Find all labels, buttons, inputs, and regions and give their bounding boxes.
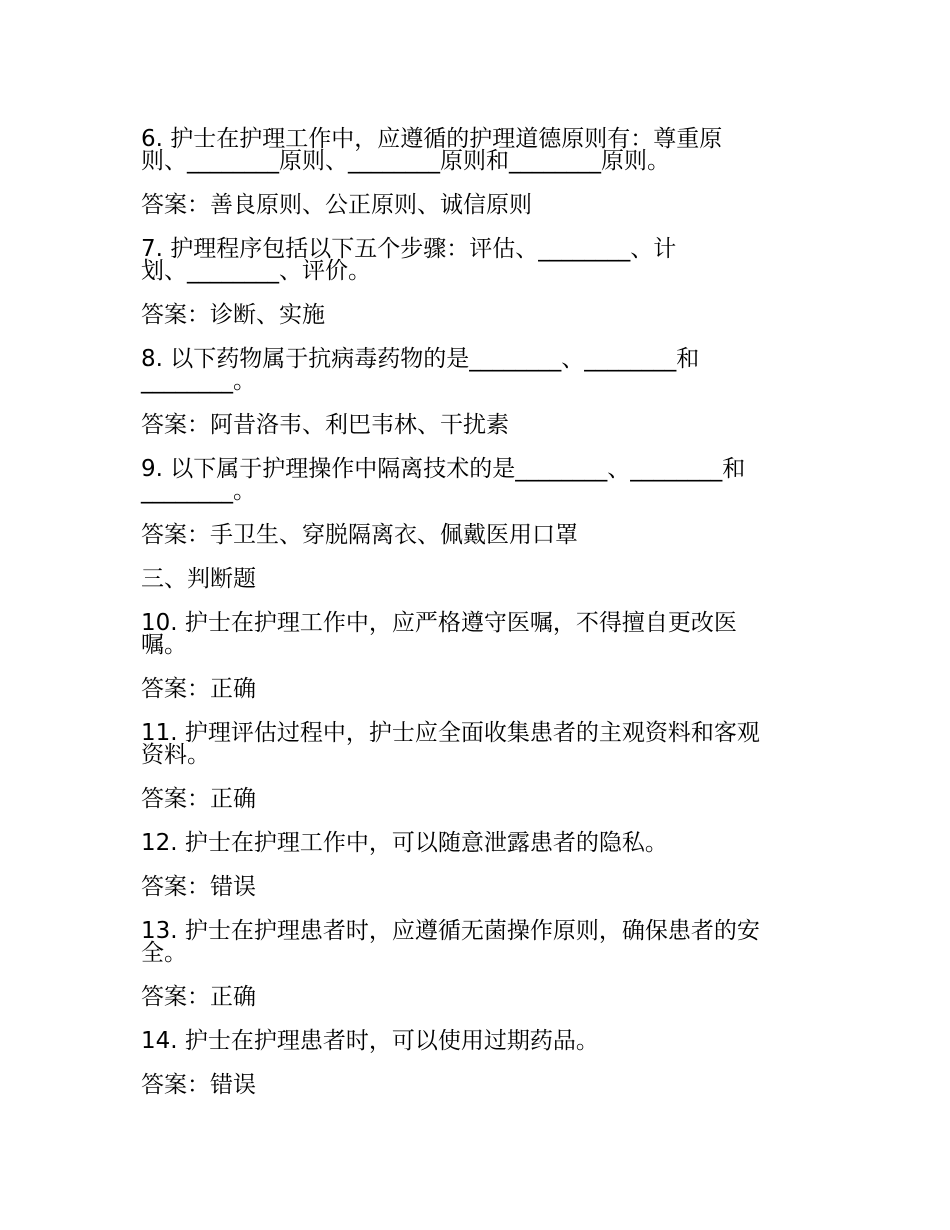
question-line: 8. 以下药物属于抗病毒药物的是________、________和 bbox=[141, 346, 700, 372]
question-line: 12. 护士在护理工作中，可以随意泄露患者的隐私。 bbox=[141, 830, 668, 856]
question-line: 嘱。 bbox=[141, 632, 187, 658]
question-6 bbox=[141, 128, 831, 172]
answer-9 bbox=[141, 524, 831, 546]
question-line: 则、________原则、________原则和________原则。 bbox=[141, 148, 670, 174]
question-line: 划、________、评价。 bbox=[141, 258, 371, 284]
question-13 bbox=[141, 920, 831, 964]
question-line: 资料。 bbox=[141, 742, 210, 768]
answer-line: 答案：善良原则、公正原则、诚信原则 bbox=[141, 192, 532, 218]
question-8 bbox=[141, 348, 831, 392]
question-line: 7. 护理程序包括以下五个步骤：评估、________、计 bbox=[141, 236, 677, 262]
question-line: ________。 bbox=[141, 478, 256, 504]
answer-6 bbox=[141, 194, 831, 216]
answer-line: 答案：阿昔洛韦、利巴韦林、干扰素 bbox=[141, 412, 509, 438]
answer-line: 答案：错误 bbox=[141, 874, 256, 900]
answer-7 bbox=[141, 304, 831, 326]
question-line: 10. 护士在护理工作中，应严格遵守医嘱，不得擅自更改医 bbox=[141, 610, 737, 636]
answer-line: 答案：正确 bbox=[141, 786, 256, 812]
question-10 bbox=[141, 612, 831, 656]
document-page bbox=[141, 128, 831, 1118]
answer-11 bbox=[141, 788, 831, 810]
answer-line: 答案：正确 bbox=[141, 676, 256, 702]
answer-10 bbox=[141, 678, 831, 700]
question-line: 9. 以下属于护理操作中隔离技术的是________、________和 bbox=[141, 456, 746, 482]
answer-8 bbox=[141, 414, 831, 436]
answer-line: 答案：错误 bbox=[141, 1072, 256, 1098]
section-title: 三、判断题 bbox=[141, 566, 256, 592]
question-7 bbox=[141, 238, 831, 282]
question-line: 14. 护士在护理患者时，可以使用过期药品。 bbox=[141, 1028, 599, 1054]
question-line: 全。 bbox=[141, 940, 187, 966]
question-9 bbox=[141, 458, 831, 502]
question-line: 11. 护理评估过程中，护士应全面收集患者的主观资料和客观 bbox=[141, 720, 760, 746]
question-11 bbox=[141, 722, 831, 766]
answer-14 bbox=[141, 1074, 831, 1096]
question-line: 6. 护士在护理工作中，应遵循的护理道德原则有：尊重原 bbox=[141, 126, 723, 152]
answer-line: 答案：诊断、实施 bbox=[141, 302, 325, 328]
question-line: 13. 护士在护理患者时，应遵循无菌操作原则，确保患者的安 bbox=[141, 918, 760, 944]
question-12 bbox=[141, 832, 831, 854]
answer-line: 答案：手卫生、穿脱隔离衣、佩戴医用口罩 bbox=[141, 522, 578, 548]
answer-line: 答案：正确 bbox=[141, 984, 256, 1010]
section-heading bbox=[141, 568, 831, 590]
question-14 bbox=[141, 1030, 831, 1052]
answer-13 bbox=[141, 986, 831, 1008]
question-line: ________。 bbox=[141, 368, 256, 394]
answer-12 bbox=[141, 876, 831, 898]
